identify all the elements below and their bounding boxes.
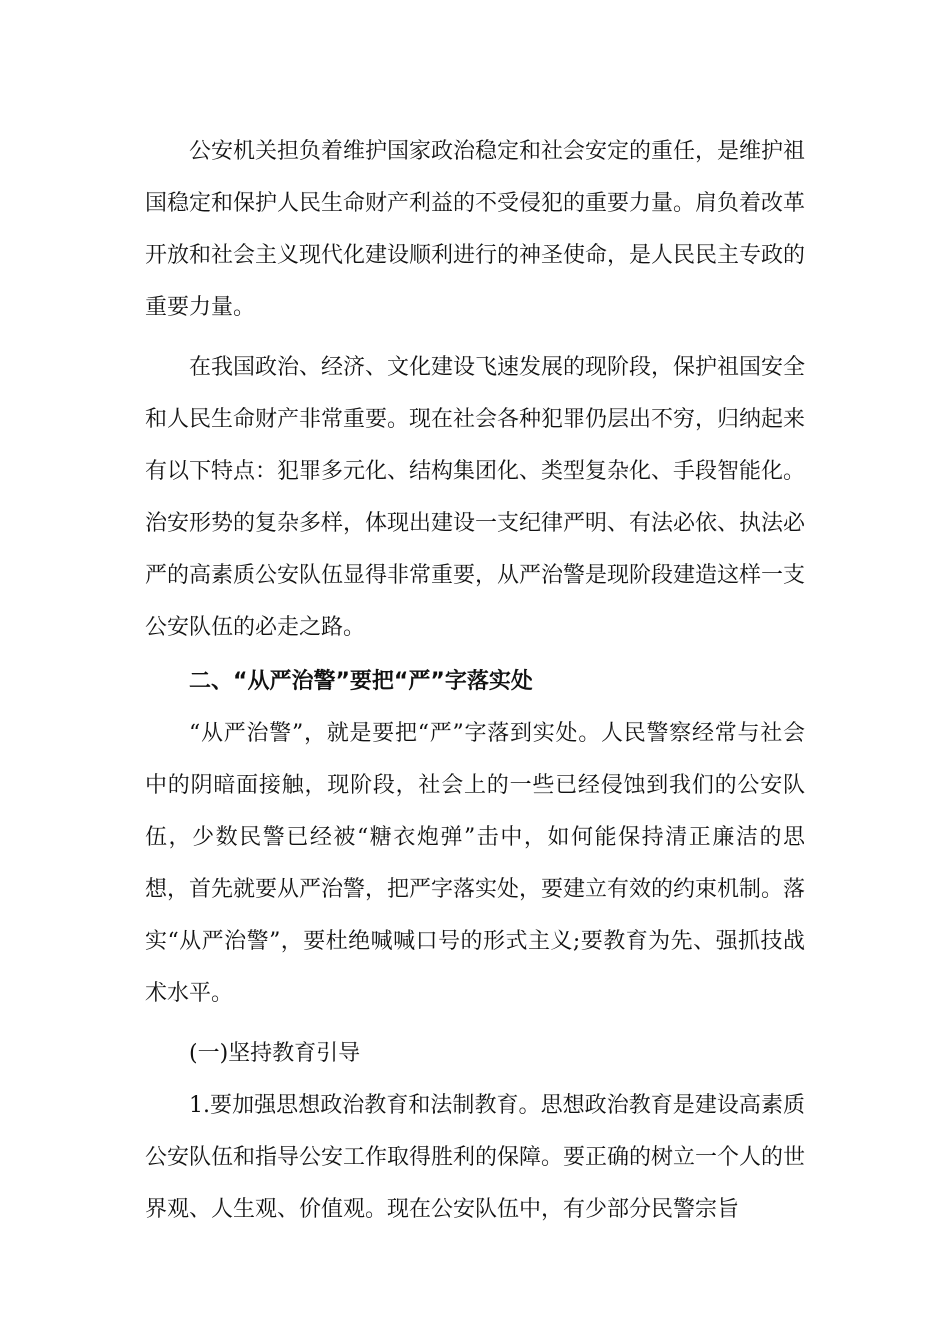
paragraph-strict-implementation: “从严治警”，就是要把“严”字落到实处。人民警察经常与社会中的阴暗面接触，现阶段，社会上的一些已经侵蚀到我们的公安队伍，少数民警已经被“糖衣炮弹”击中，如何能保持清正廉洁的思想，首先就要从严治警，把严字落实处，要建立有效的约束机制。落实“从严治警”，要杜绝喊喊口号的形式主义;要教育为先、强抓技战术水平。 — [145, 721, 806, 1006]
section-heading-strict-management: 二、“从严治警”要把“严”字落实处 — [189, 669, 533, 694]
subheading-education-guidance: (一)坚持教育引导 — [189, 1041, 361, 1066]
paragraph-crime-characteristics: 在我国政治、经济、文化建设飞速发展的现阶段，保护祖国安全和人民生命财产非常重要。现在社会各种犯罪仍层出不穷，归纳起来有以下特点：犯罪多元化、结构集团化、类型复杂化、手段智能化。治安形势的复杂多样，体现出建设一支纪律严明、有法必依、执法必严的高素质公安队伍显得非常重要，从严治警是现阶段建造这样一支公安队伍的必走之路。 — [145, 355, 806, 640]
document-body — [145, 126, 805, 1236]
paragraph-police-responsibility: 公安机关担负着维护国家政治稳定和社会安定的重任，是维护祖国稳定和保护人民生命财产利益的不受侵犯的重要力量。肩负着改革开放和社会主义现代化建设顺利进行的神圣使命，是人民民主专政的重要力量。 — [145, 139, 806, 320]
paragraph-political-education: 1.要加强思想政治教育和法制教育。思想政治教育是建设高素质公安队伍和指导公安工作取得胜利的保障。要正确的树立一个人的世界观、人生观、价值观。现在公安队伍中，有少部分民警宗旨 — [145, 1093, 806, 1222]
